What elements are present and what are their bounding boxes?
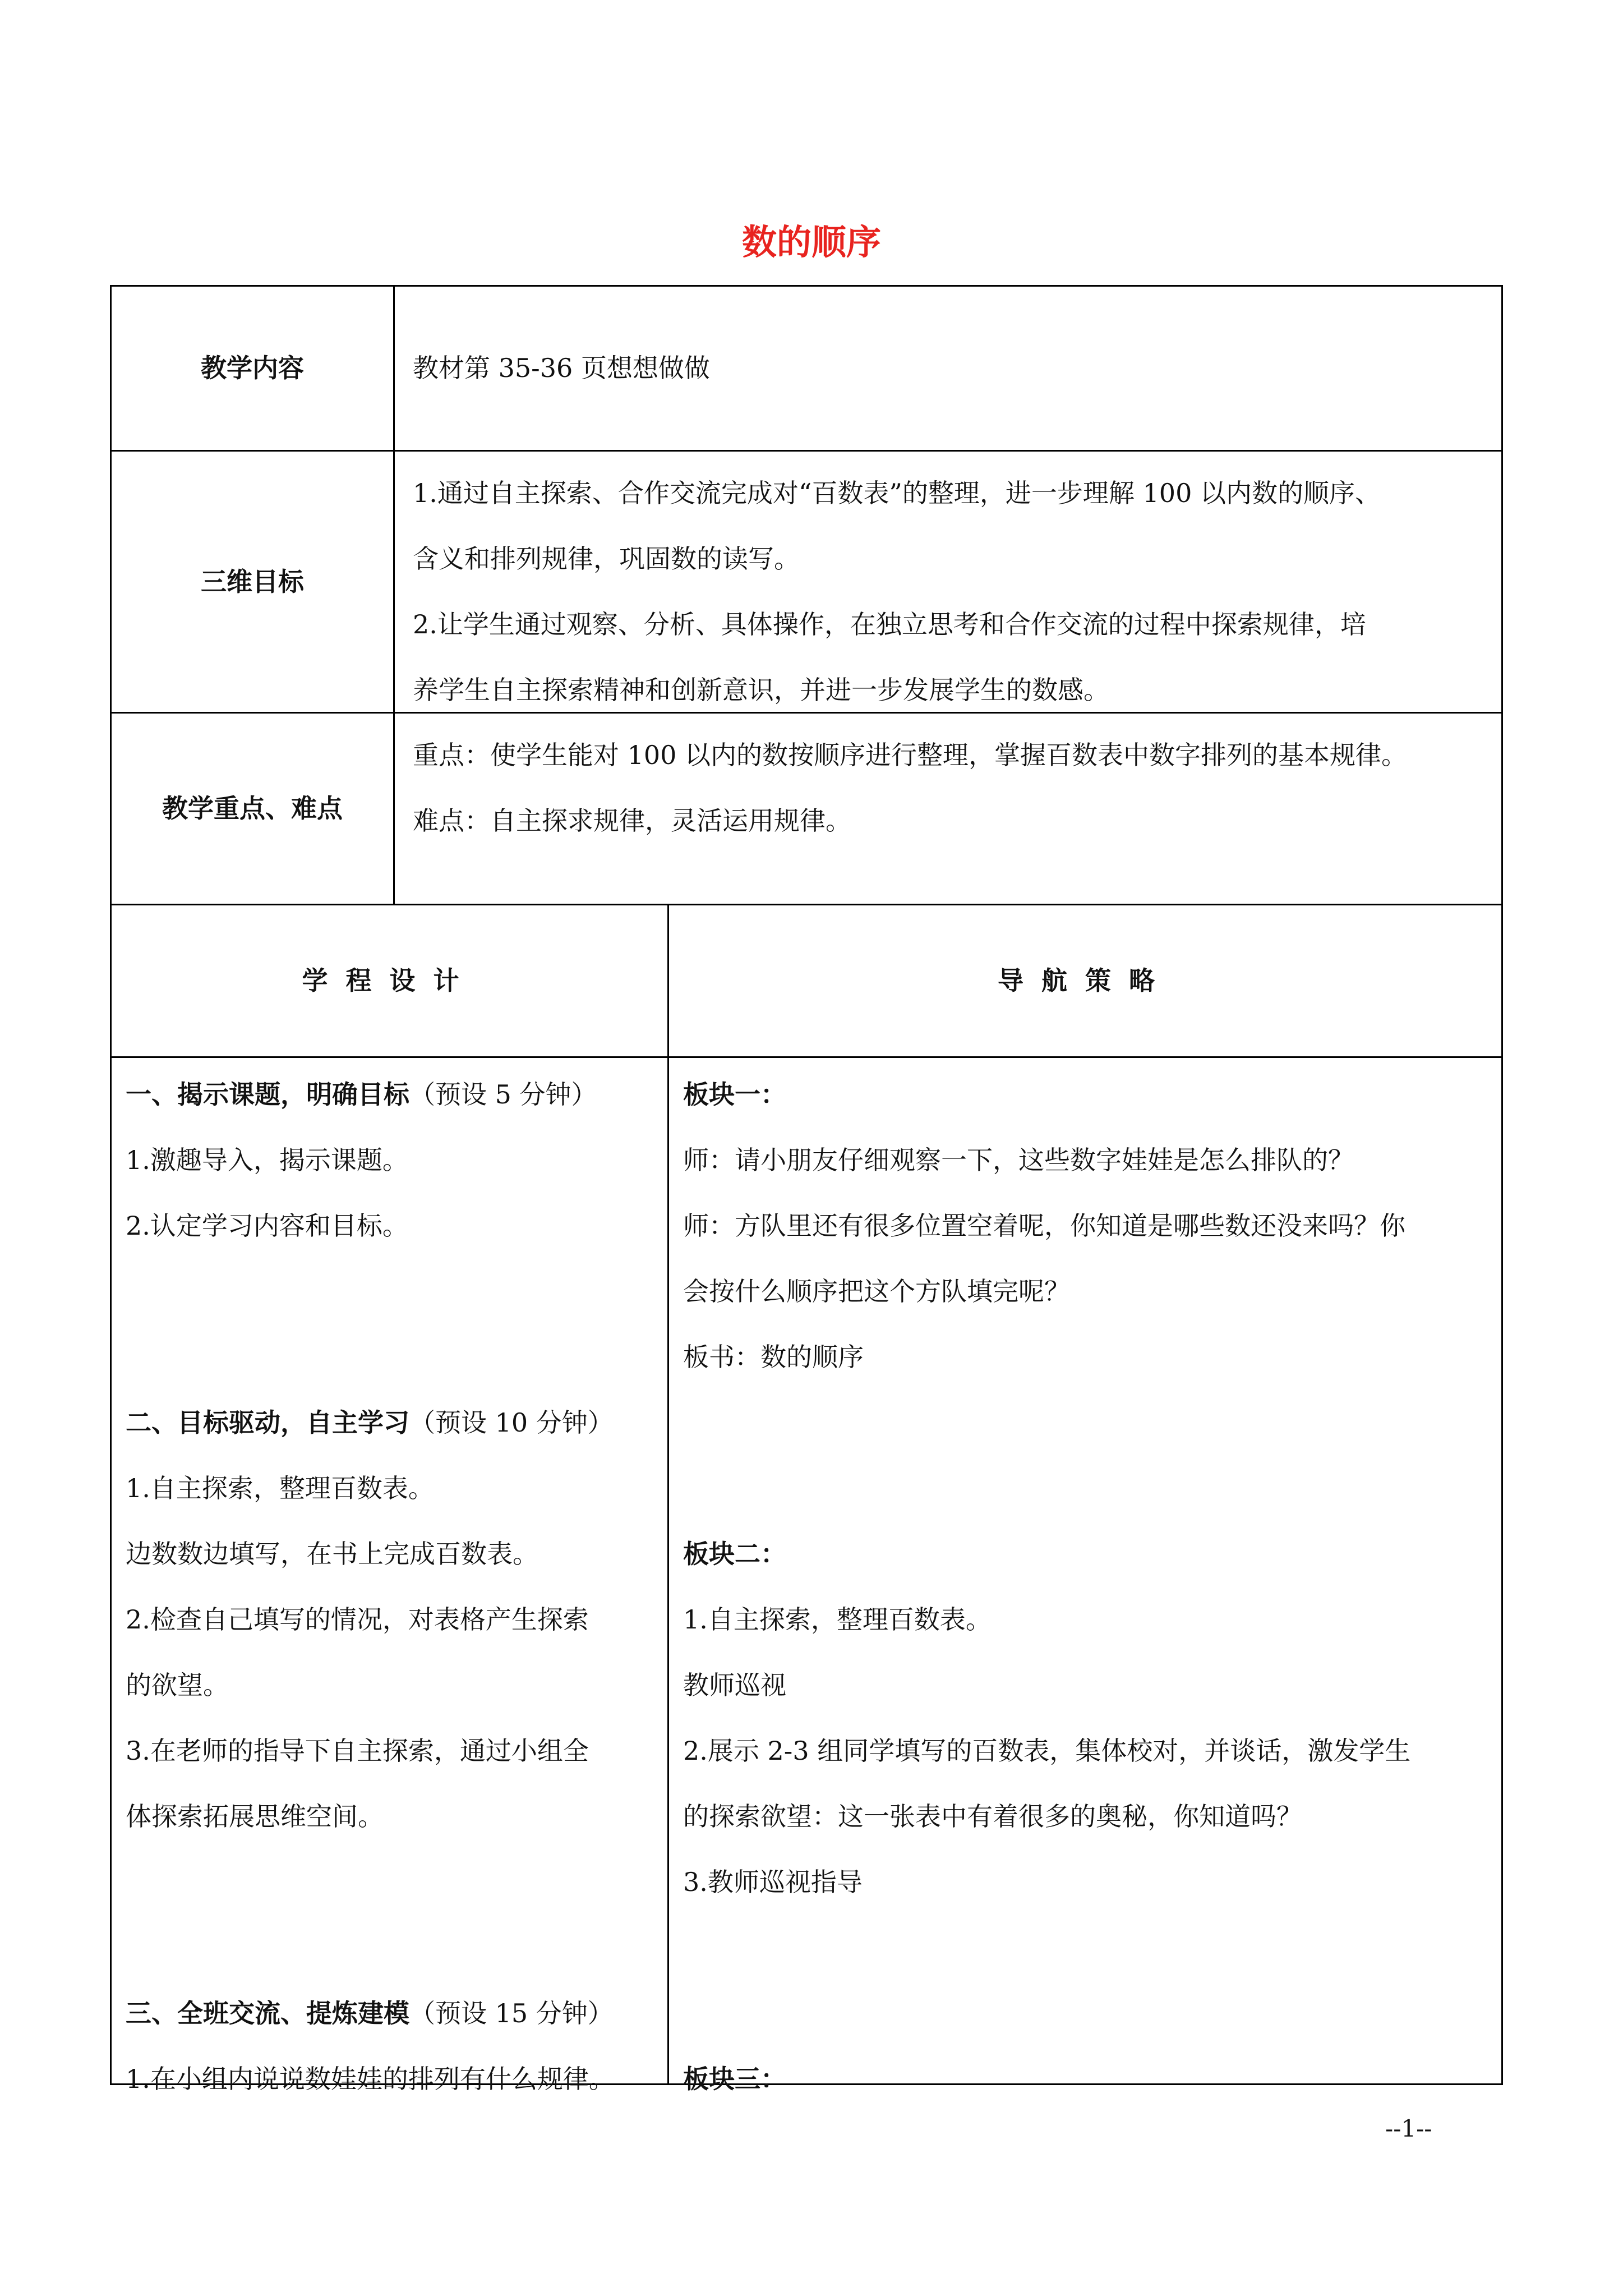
section-line: 的欲望。 <box>126 1670 229 1700</box>
goals-line: 2.让学生通过观察、分析、具体操作，在独立思考和合作交流的过程中探索规律，培 <box>413 609 1366 639</box>
section-time-note: （预设 10 分钟） <box>409 1407 614 1438</box>
section-line: 2.认定学习内容和目标。 <box>126 1211 408 1241</box>
right-column-header: 导航策略 <box>998 965 1173 996</box>
table-border-right <box>1501 285 1503 2085</box>
column-divider <box>393 285 395 905</box>
key-point-line: 难点：自主探求规律，灵活运用规律。 <box>413 806 851 836</box>
block-line: 1.自主探索，整理百数表。 <box>683 1604 992 1635</box>
block-heading: 板块三： <box>683 2064 786 2094</box>
section-line: 1.自主探索，整理百数表。 <box>126 1473 434 1503</box>
section-heading: 三、全班交流、提炼建模 <box>126 1998 409 2028</box>
key-points-label: 教学重点、难点 <box>162 793 343 823</box>
row-divider <box>110 1056 1503 1058</box>
block-line: 师：方队里还有很多位置空着呢，你知道是哪些数还没来吗？你 <box>683 1211 1405 1241</box>
section-line: 2.检查自己填写的情况，对表格产生探索 <box>126 1604 589 1635</box>
block-heading: 板块一： <box>683 1079 786 1110</box>
block-line: 板书：数的顺序 <box>683 1342 864 1372</box>
content-text: 教材第 35-36 页想想做做 <box>413 353 710 383</box>
navigation-strategy-content <box>683 1062 1496 2112</box>
goals-label: 三维目标 <box>201 566 304 597</box>
goals-line: 含义和排列规律，巩固数的读写。 <box>413 544 800 574</box>
section-line: 3.在老师的指导下自主探索，通过小组全 <box>126 1736 589 1766</box>
key-points-text <box>413 723 1495 854</box>
section-line: 1.在小组内说说数娃娃的排列有什么规律。 <box>126 2064 615 2094</box>
goals-line: 1.通过自主探索、合作交流完成对“百数表”的整理，进一步理解 100 以内数的顺序、 <box>413 478 1381 508</box>
block-line: 2.展示 2-3 组同学填写的百数表，集体校对，并谈话，激发学生 <box>683 1736 1411 1766</box>
section-time-note: （预设 15 分钟） <box>409 1998 614 2028</box>
lesson-plan-table <box>110 285 1503 2094</box>
block-line: 会按什么顺序把这个方队填完呢？ <box>683 1276 1070 1306</box>
goals-line: 养学生自主探索精神和创新意识，并进一步发展学生的数感。 <box>413 675 1109 705</box>
page-title: 数的顺序 <box>741 222 881 263</box>
block-line: 师：请小朋友仔细观察一下，这些数字娃娃是怎么排队的？ <box>683 1145 1354 1175</box>
content-label: 教学内容 <box>201 353 304 383</box>
block-line: 教师巡视 <box>683 1670 786 1700</box>
section-line: 体探索拓展思维空间。 <box>126 1801 384 1832</box>
section-line: 1.激趣导入，揭示课题。 <box>126 1145 408 1175</box>
block-line: 的探索欲望：这一张表中有着很多的奥秘，你知道吗？ <box>683 1801 1302 1832</box>
section-line: 边数数边填写，在书上完成百数表。 <box>126 1539 538 1569</box>
goals-text <box>413 461 1495 723</box>
left-column-header: 学程设计 <box>302 965 477 996</box>
key-point-line: 重点：使学生能对 100 以内的数按顺序进行整理，掌握百数表中数字排列的基本规律。 <box>413 740 1408 770</box>
section-time-note: （预设 5 分钟） <box>409 1079 597 1110</box>
section-heading: 二、目标驱动，自主学习 <box>126 1407 409 1438</box>
block-heading: 板块二： <box>683 1539 786 1569</box>
learning-process-content <box>126 1062 664 2112</box>
page-number: --1-- <box>1385 2115 1432 2142</box>
column-divider <box>667 904 669 2085</box>
section-heading: 一、揭示课题，明确目标 <box>126 1079 409 1110</box>
block-line: 3.教师巡视指导 <box>683 1867 863 1897</box>
